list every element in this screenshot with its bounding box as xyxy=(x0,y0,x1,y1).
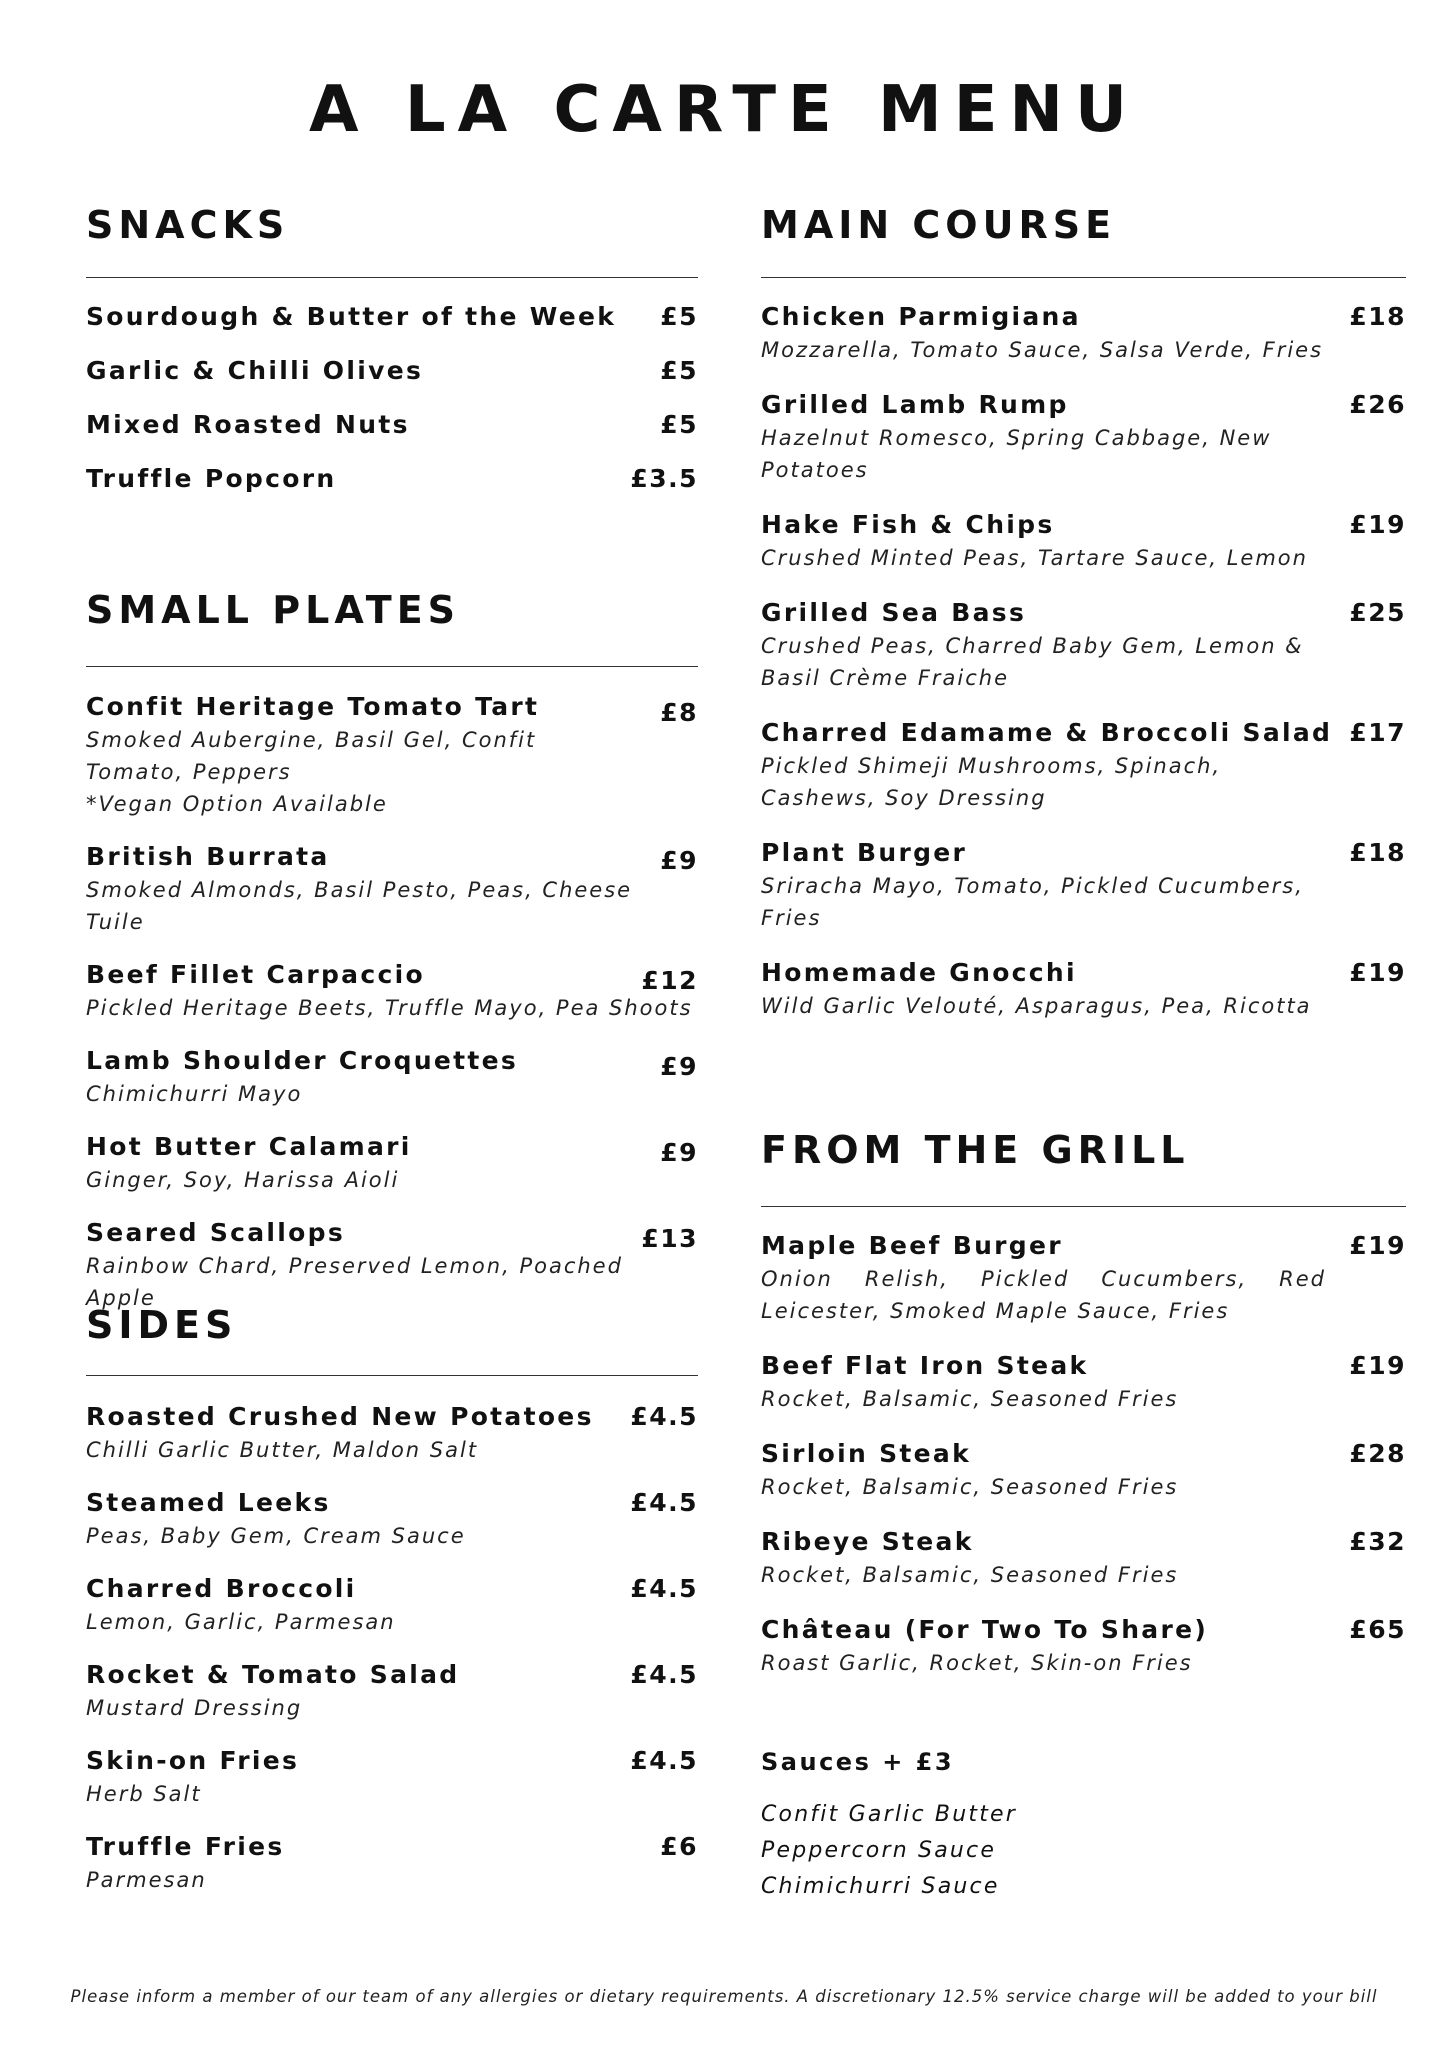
menu-item-price: £19 xyxy=(1349,510,1406,539)
menu-item-price: £5 xyxy=(660,302,698,331)
menu-item-price: £9 xyxy=(660,1052,698,1081)
menu-item-row xyxy=(761,508,1406,542)
menu-item-price: £5 xyxy=(660,356,698,385)
menu-item-name: Beef Fillet Carpaccio xyxy=(86,960,425,989)
menu-item-name: Hot Butter Calamari xyxy=(86,1132,412,1161)
menu-item-row xyxy=(86,408,698,442)
menu-item-price: £9 xyxy=(660,846,698,875)
menu-item xyxy=(86,1486,698,1552)
menu-item-description: Rocket, Balsamic, Seasoned Fries xyxy=(761,1563,1179,1587)
menu-item-price: £26 xyxy=(1349,390,1406,419)
section-divider xyxy=(86,1375,698,1376)
menu-item xyxy=(761,1525,1406,1591)
menu-item xyxy=(761,596,1406,694)
menu-item-price: £19 xyxy=(1349,1231,1406,1260)
section-snacks xyxy=(86,200,698,493)
menu-item-name: Truffle Popcorn xyxy=(86,464,337,493)
menu-item-name: Chicken Parmigiana xyxy=(761,302,1081,331)
menu-item xyxy=(761,388,1406,486)
menu-item-name: Hake Fish & Chips xyxy=(761,510,1055,539)
section-heading-snacks: SNACKS xyxy=(86,203,290,247)
menu-item-description: Lemon, Garlic, Parmesan xyxy=(86,1610,396,1634)
menu-item-row xyxy=(761,1437,1406,1471)
menu-item-description: Chilli Garlic Butter, Maldon Salt xyxy=(86,1438,479,1462)
menu-item-name: Charred Broccoli xyxy=(86,1574,357,1603)
menu-item xyxy=(761,1229,1406,1327)
menu-item-description: Rocket, Balsamic, Seasoned Fries xyxy=(761,1387,1179,1411)
menu-item xyxy=(86,690,698,820)
menu-item xyxy=(761,1613,1406,1679)
menu-item-name: Homemade Gnocchi xyxy=(761,958,1077,987)
menu-item-row xyxy=(86,354,698,388)
menu-item-description: Pickled Heritage Beets, Truffle Mayo, Pea Shoots xyxy=(86,996,693,1020)
menu-item-name: Seared Scallops xyxy=(86,1218,345,1247)
menu-item-price: £25 xyxy=(1349,598,1406,627)
sauce-item: Peppercorn Sauce xyxy=(761,1838,997,1863)
section-main-course xyxy=(761,200,1406,1018)
menu-item-description: Mozzarella, Tomato Sauce, Salsa Verde, Fries xyxy=(761,338,1324,362)
menu-item xyxy=(761,1349,1406,1415)
menu-item xyxy=(86,1044,698,1110)
menu-item-name: Mixed Roasted Nuts xyxy=(86,410,410,439)
menu-item-row xyxy=(761,596,1406,630)
menu-item xyxy=(86,1400,698,1466)
menu-item-row xyxy=(86,690,698,727)
small-plates-list xyxy=(86,690,698,1334)
menu-item-description: Crushed Minted Peas, Tartare Sauce, Lemon xyxy=(761,546,1308,570)
menu-item xyxy=(86,408,698,442)
menu-item-name: Roasted Crushed New Potatoes xyxy=(86,1402,594,1431)
menu-item-name: British Burrata xyxy=(86,842,330,871)
menu-item-price: £4.5 xyxy=(630,1746,698,1775)
menu-item-description: Chimichurri Mayo xyxy=(86,1082,303,1106)
menu-item xyxy=(761,1437,1406,1503)
menu-item-name: Grilled Sea Bass xyxy=(761,598,1027,627)
menu-item-row xyxy=(86,1744,698,1778)
menu-item-price: £32 xyxy=(1349,1527,1406,1556)
menu-item-description: Peas, Baby Gem, Cream Sauce xyxy=(86,1524,466,1548)
menu-item-price: £9 xyxy=(660,1138,698,1167)
menu-item-price: £12 xyxy=(641,966,698,995)
menu-item-name: Sirloin Steak xyxy=(761,1439,972,1468)
menu-item-description: Parmesan xyxy=(86,1868,207,1892)
menu-item-price: £3.5 xyxy=(630,464,698,493)
grill-list xyxy=(761,1229,1406,1699)
menu-item-name: Château (For Two To Share) xyxy=(761,1615,1209,1644)
menu-item-name: Garlic & Chilli Olives xyxy=(86,356,424,385)
section-divider xyxy=(761,277,1406,278)
menu-item-price: £8 xyxy=(660,698,698,727)
menu-item xyxy=(86,1658,698,1724)
menu-item-row xyxy=(761,836,1406,870)
menu-item xyxy=(761,508,1406,574)
menu-item-price: £17 xyxy=(1349,718,1406,747)
menu-item-name: Charred Edamame & Broccoli Salad xyxy=(761,718,1333,747)
menu-item-price: £18 xyxy=(1349,838,1406,867)
main-course-list xyxy=(761,300,1406,1042)
menu-item-row xyxy=(86,1216,698,1253)
section-small-plates xyxy=(86,585,698,1310)
menu-item-name: Truffle Fries xyxy=(86,1832,285,1861)
menu-item-price: £28 xyxy=(1349,1439,1406,1468)
menu-item xyxy=(86,1830,698,1896)
menu-item-row xyxy=(86,1486,698,1520)
menu-item-row xyxy=(761,1613,1406,1647)
menu-item-name: Rocket & Tomato Salad xyxy=(86,1660,460,1689)
menu-item-name: Maple Beef Burger xyxy=(761,1231,1063,1260)
menu-item-description: Rainbow Chard, Preserved Lemon, Poached Apple xyxy=(86,1254,623,1310)
menu-item-row xyxy=(761,716,1406,750)
menu-item-row xyxy=(761,1349,1406,1383)
section-from-the-grill xyxy=(761,1125,1406,1675)
menu-item-row xyxy=(86,300,698,334)
menu-item-row xyxy=(86,1130,698,1167)
menu-item-price: £5 xyxy=(660,410,698,439)
section-heading-from-the-grill: FROM THE GRILL xyxy=(761,1128,1190,1172)
menu-item-price: £4.5 xyxy=(630,1660,698,1689)
menu-item-row xyxy=(86,1044,698,1081)
menu-item-row xyxy=(86,958,698,995)
menu-item-row xyxy=(761,300,1406,334)
allergy-service-footer: Please inform a member of our team of any allergies or dietary requirements. A discretionary 12.5% service charge will be added to your bill xyxy=(70,1987,1378,2006)
menu-item xyxy=(86,958,698,1024)
menu-item-name: Lamb Shoulder Croquettes xyxy=(86,1046,519,1075)
menu-item xyxy=(761,956,1406,1022)
menu-item-description: Hazelnut Romesco, Spring Cabbage, New Potatoes xyxy=(761,426,1272,482)
menu-item-price: £6 xyxy=(660,1832,698,1861)
menu-item-description: Crushed Peas, Charred Baby Gem, Lemon & Basil Crème Fraiche xyxy=(761,634,1304,690)
menu-item-row xyxy=(86,1400,698,1434)
menu-item-description: Pickled Shimeji Mushrooms, Spinach, Cashews, Soy Dressing xyxy=(761,754,1222,810)
sauce-item: Chimichurri Sauce xyxy=(761,1874,1000,1899)
menu-item-price: £18 xyxy=(1349,302,1406,331)
menu-item-row xyxy=(86,1572,698,1606)
section-heading-sides: SIDES xyxy=(86,1303,238,1347)
menu-item-price: £4.5 xyxy=(630,1402,698,1431)
sides-list xyxy=(86,1400,698,1916)
menu-item xyxy=(86,300,698,334)
menu-item-name: Sourdough & Butter of the Week xyxy=(86,302,617,331)
menu-item-row xyxy=(761,388,1406,422)
menu-item-price: £19 xyxy=(1349,958,1406,987)
menu-item-row xyxy=(761,1229,1406,1263)
menu-item-price: £65 xyxy=(1349,1615,1406,1644)
menu-item-description: Rocket, Balsamic, Seasoned Fries xyxy=(761,1475,1179,1499)
section-divider xyxy=(761,1206,1406,1207)
menu-item-row xyxy=(86,462,698,496)
menu-item-name: Steamed Leeks xyxy=(86,1488,331,1517)
menu-item xyxy=(761,300,1406,366)
menu-item-name: Grilled Lamb Rump xyxy=(761,390,1069,419)
menu-item-description: Roast Garlic, Rocket, Skin-on Fries xyxy=(761,1651,1193,1675)
menu-item-price: £4.5 xyxy=(630,1574,698,1603)
snacks-list xyxy=(86,300,698,516)
menu-item-price: £4.5 xyxy=(630,1488,698,1517)
section-sides xyxy=(86,1300,698,1892)
menu-item-name: Beef Flat Iron Steak xyxy=(761,1351,1089,1380)
menu-item-price: £19 xyxy=(1349,1351,1406,1380)
menu-item-note: *Vegan Option Available xyxy=(86,792,388,816)
menu-item-row xyxy=(86,1658,698,1692)
menu-item-row xyxy=(761,956,1406,990)
menu-item xyxy=(86,1744,698,1810)
menu-item xyxy=(86,1130,698,1196)
menu-item xyxy=(761,716,1406,814)
menu-item-description: Smoked Aubergine, Basil Gel, Confit Tomato, Peppers xyxy=(86,728,537,784)
menu-item-description: Onion Relish, Pickled Cucumbers, Red Leicester, Smoked Maple Sauce, Fries xyxy=(761,1267,1326,1323)
menu-item-row xyxy=(86,840,698,874)
menu-item-description: Smoked Almonds, Basil Pesto, Peas, Cheese Tuile xyxy=(86,878,633,934)
menu-item-row xyxy=(86,1830,698,1864)
menu-item-description: Mustard Dressing xyxy=(86,1696,303,1720)
section-heading-small-plates: SMALL PLATES xyxy=(86,588,461,632)
menu-item-name: Skin-on Fries xyxy=(86,1746,300,1775)
menu-item-description: Ginger, Soy, Harissa Aioli xyxy=(86,1168,400,1192)
section-divider xyxy=(86,277,698,278)
menu-title: A LA CARTE MENU xyxy=(309,73,1139,147)
menu-item xyxy=(86,840,698,938)
menu-item xyxy=(86,354,698,388)
menu-item-name: Ribeye Steak xyxy=(761,1527,974,1556)
menu-item xyxy=(761,836,1406,934)
sauce-item: Confit Garlic Butter xyxy=(761,1802,1017,1827)
section-heading-main-course: MAIN COURSE xyxy=(761,203,1117,247)
menu-item-description: Wild Garlic Velouté, Asparagus, Pea, Ricotta xyxy=(761,994,1312,1018)
section-divider xyxy=(86,666,698,667)
menu-item-row xyxy=(761,1525,1406,1559)
menu-item xyxy=(86,1572,698,1638)
menu-item xyxy=(86,462,698,496)
menu-item-name: Plant Burger xyxy=(761,838,968,867)
menu-item-description: Sriracha Mayo, Tomato, Pickled Cucumbers, Fries xyxy=(761,874,1304,930)
menu-item-name: Confit Heritage Tomato Tart xyxy=(86,692,540,721)
menu-item-price: £13 xyxy=(641,1224,698,1253)
menu-item-description: Herb Salt xyxy=(86,1782,202,1806)
sauces-section xyxy=(761,1745,1406,1905)
sauces-heading: Sauces + £3 xyxy=(761,1748,955,1776)
